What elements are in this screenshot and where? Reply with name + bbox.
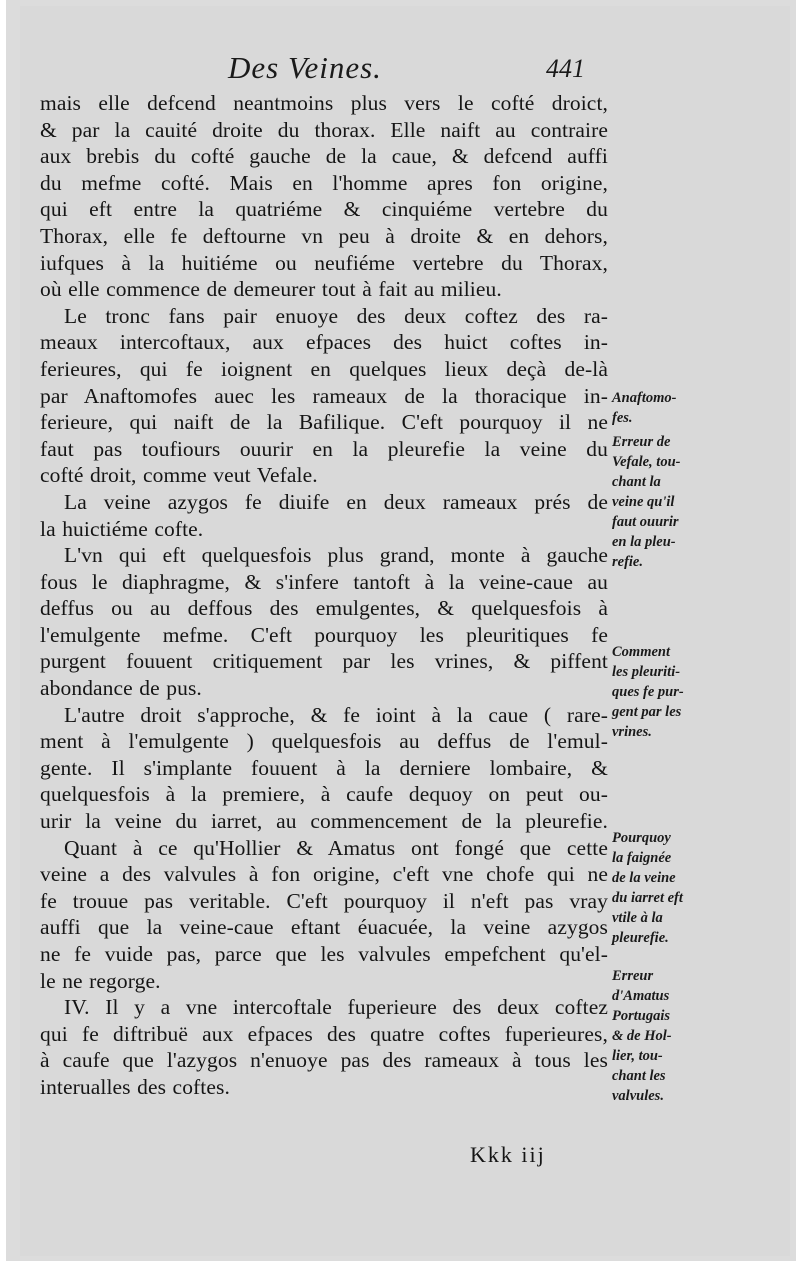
text-line: Thorax, elle fe deftourne vn peu à droite & en dehors, — [40, 223, 608, 248]
text-line: iufques à la huitiéme ou neufiéme vertebre du Thorax, — [40, 250, 608, 275]
margin-note-line: Comment — [612, 644, 671, 660]
text-line: la huictiéme cofte. — [40, 516, 204, 541]
text-line: fous le diaphragme, & s'infere tantoft à la veine-caue au — [40, 569, 608, 594]
margin-note-line: du iarret eft — [612, 890, 683, 906]
text-line: où elle commence de demeurer tout à fait au milieu. — [40, 277, 502, 302]
text-line: & par la cauité droite du thorax. Elle naift au contraire — [40, 117, 608, 142]
margin-note-line: gent par les — [612, 704, 682, 720]
text-line: faut pas toufiours ouurir en la pleurefie la veine du — [40, 436, 608, 461]
margin-note-vesale — [612, 432, 800, 572]
text-line: Le tronc fans pair enuoye des deux coftez des ra- — [64, 303, 608, 328]
running-head — [6, 42, 800, 85]
text-line: fe trouue pas veritable. C'eft pourquoy il n'eft pas vray — [40, 888, 608, 913]
text-line: IV. Il y a vne intercoftale fuperieure des deux coftez — [64, 995, 608, 1020]
running-title: Des Veines. — [228, 50, 382, 85]
text-line: à caufe que l'azygos n'enuoye pas des rameaux à tous les — [40, 1048, 608, 1073]
margin-note-line: Vefale, tou- — [612, 454, 681, 470]
margin-note-line: Pourquoy — [612, 830, 671, 846]
margin-note-amatus — [612, 966, 800, 1106]
margin-note-line: ques fe pur- — [612, 684, 684, 700]
text-line: qui eft entre la quatriéme & cinquiéme vertebre du — [40, 197, 608, 222]
text-line: ferieures, qui fe ioignent en quelques lieux deçà de-là — [40, 356, 608, 381]
text-line: veine a des valvules à fon origine, c'eft vne chofe qui ne — [40, 862, 608, 887]
margin-note-pleuritiques — [612, 642, 800, 742]
text-line: ferieure, qui naift de la Bafilique. C'eft pourquoy il ne — [40, 410, 608, 435]
margin-note-line: de la veine — [612, 870, 676, 886]
margin-note-anastomoses — [612, 388, 800, 428]
text-line: La veine azygos fe diuife en deux rameaux prés de — [64, 489, 608, 514]
margin-note-line: la faignée — [612, 850, 672, 866]
margin-note-line: d'Amatus — [612, 988, 670, 1004]
margin-note-line: chant les — [612, 1068, 666, 1084]
text-line: l'emulgente mefme. C'eft pourquoy les pleuritiques fe — [40, 622, 608, 647]
text-line: du mefme cofté. Mais en l'homme apres fon origine, — [40, 170, 608, 195]
text-line: Quant à ce qu'Hollier & Amatus ont fongé que cette — [64, 835, 608, 860]
text-line: ment à l'emulgente ) quelquesfois au deffus de l'emul- — [40, 729, 608, 754]
margin-note-line: pleurefie. — [612, 930, 669, 946]
margin-note-line: les pleuriti- — [612, 664, 681, 680]
text-line: gente. Il s'implante fouuent à la derniere lombaire, & — [40, 755, 608, 780]
margin-note-line: Erreur de — [612, 434, 671, 450]
margin-note-line: Anaftomo- — [612, 390, 677, 406]
text-line: qui fe diftribuë aux efpaces des quatre coftes fuperieures, — [40, 1021, 608, 1046]
margin-note-line: vrines. — [612, 724, 652, 740]
text-line: mais elle defcend neantmoins plus vers le cofté droict, — [40, 91, 608, 115]
margin-note-line: vtile à la — [612, 910, 663, 926]
book-page — [6, 0, 796, 1261]
text-line: ne fe vuide pas, parce que les valvules empefchent qu'el- — [40, 942, 608, 966]
text-line: auffi que la veine-caue eftant éuacuée, la veine azygos — [40, 915, 608, 940]
margin-note-line: Erreur — [612, 968, 654, 984]
body-text — [40, 90, 608, 1101]
text-line: L'autre droit s'approche, & fe ioint à la caue ( rare- — [64, 702, 608, 727]
margin-note-line: valvules. — [612, 1088, 664, 1104]
margin-note-line: Portugais — [612, 1008, 671, 1024]
margin-note-line: veine qu'il — [612, 494, 675, 510]
text-line: urir la veine du iarret, au commencement de la pleurefie. — [40, 809, 608, 834]
text-line: le ne regorge. — [40, 968, 161, 993]
signature-mark: Kkk iij — [470, 1142, 546, 1167]
margin-note-line: chant la — [612, 474, 661, 490]
margin-note-line: & de Hol- — [612, 1028, 672, 1044]
margin-note-line: en la pleu- — [612, 534, 676, 550]
text-line: aux brebis du cofté gauche de la caue, & defcend auffi — [40, 144, 608, 169]
text-line: abondance de pus. — [40, 676, 202, 701]
margin-note-line: lier, tou- — [612, 1048, 663, 1064]
text-line: cofté droit, comme veut Vefale. — [40, 463, 318, 488]
text-line: par Anaftomofes auec les rameaux de la thoracique in- — [40, 383, 608, 408]
text-line: L'vn qui eft quelquesfois plus grand, monte à gauche — [64, 543, 608, 568]
text-line: quelquesfois à la premiere, à caufe dequoy on peut ou- — [40, 782, 608, 807]
text-line: purgent fouuent critiquement par les vrines, & piffent — [40, 649, 608, 674]
margin-note-line: fes. — [612, 410, 633, 426]
text-line: interualles des coftes. — [40, 1074, 230, 1099]
page-number: 441 — [546, 54, 585, 83]
margin-note-saignee — [612, 828, 800, 948]
margin-note-line: refie. — [612, 554, 643, 570]
text-line: deffus ou au deffous des emulgentes, & quelquesfois à — [40, 596, 608, 621]
text-line: meaux intercoftaux, aux efpaces des huict coftes in- — [40, 330, 608, 355]
margin-note-line: faut ouurir — [612, 514, 679, 530]
